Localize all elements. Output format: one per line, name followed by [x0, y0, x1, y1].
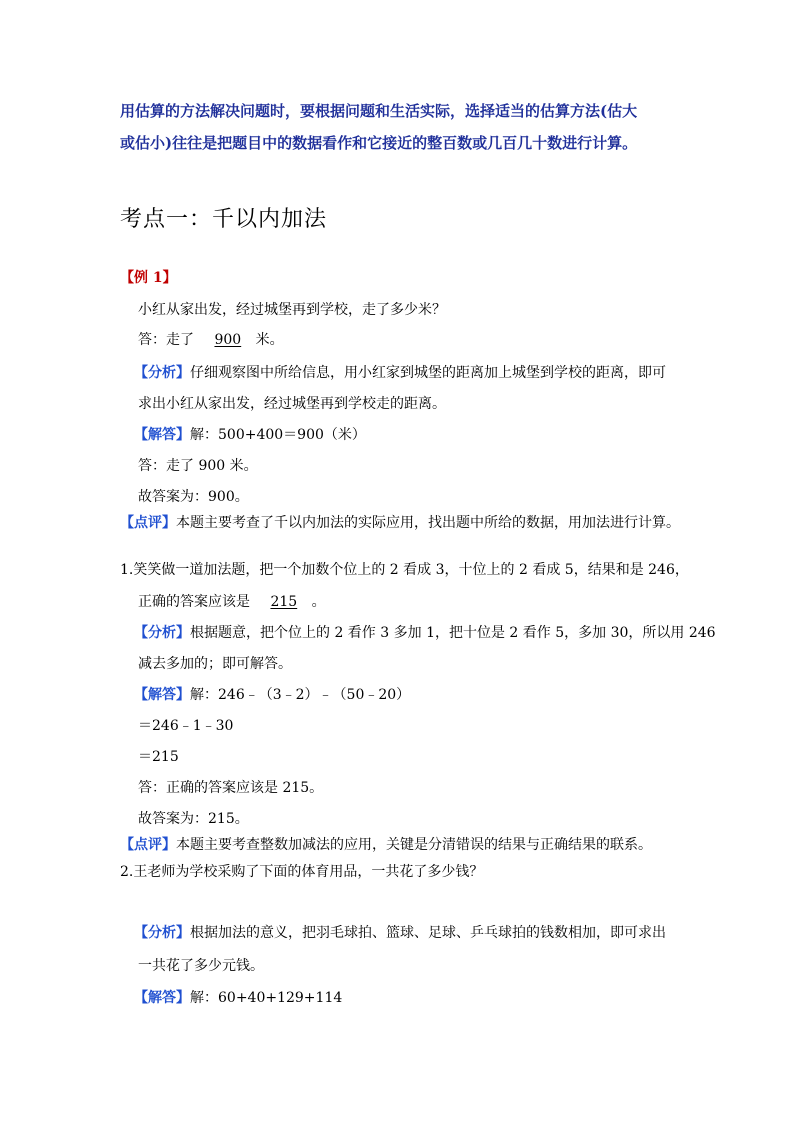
- analysis-label: 【分析】: [134, 625, 190, 641]
- question-text: 笑笑做一道加法题，把一个加数个位上的 2 看成 3，十位上的 2 看成 5，结果和是 246，: [133, 562, 689, 578]
- solution-text: 解：500+400＝900（米）: [190, 427, 366, 443]
- example-1-label: 【例 1】: [120, 270, 177, 286]
- question-1-line-2: [138, 592, 326, 612]
- question-1-solution: [134, 685, 410, 705]
- question-1-step-1: ＝246﹣1﹣30: [138, 718, 234, 734]
- solution-label: 【解答】: [134, 687, 190, 703]
- question-2-analysis-line-1: [134, 923, 666, 943]
- example-1-analysis-line-1: [134, 363, 666, 383]
- comment-text: 本题主要考查了千以内加法的实际应用，找出题中所给的数据，用加法进行计算。: [176, 515, 680, 531]
- question-1-comment: [120, 835, 652, 855]
- answer-blank: 900: [214, 332, 242, 348]
- intro-line-2: 或估小)往往是把题目中的数据看作和它接近的整百数或几百几十数进行计算。: [120, 134, 638, 152]
- question-2-analysis-line-2: 一共花了多少元钱。: [138, 958, 264, 974]
- example-1-solution-answer: 答：走了 900 米。: [138, 458, 258, 474]
- comment-label: 【点评】: [120, 837, 176, 853]
- solution-text: 解：246﹣（3﹣2）﹣（50﹣20）: [190, 687, 411, 703]
- question-2-line: [120, 862, 483, 882]
- comment-label: 【点评】: [120, 515, 176, 531]
- question-text: 王老师为学校采购了下面的体育用品，一共花了多少钱？: [133, 864, 484, 880]
- analysis-label: 【分析】: [134, 925, 190, 941]
- question-number: 1.: [120, 562, 134, 578]
- question-number: 2.: [120, 864, 134, 880]
- question-1-step-2: ＝215: [138, 749, 179, 765]
- question-1-final-answer: 故答案为：215。: [138, 811, 249, 827]
- solution-label: 【解答】: [134, 990, 190, 1006]
- question-1-line-1: [120, 560, 689, 580]
- answer-suffix: 。: [311, 594, 326, 610]
- comment-text: 本题主要考查整数加减法的应用，关键是分清错误的结果与正确结果的联系。: [176, 837, 652, 853]
- example-1-comment: [120, 513, 680, 533]
- analysis-text: 根据加法的意义，把羽毛球拍、篮球、足球、乒乓球拍的钱数相加，即可求出: [190, 925, 666, 941]
- solution-label: 【解答】: [134, 427, 190, 443]
- analysis-text: 仔细观察图中所给信息，用小红家到城堡的距离加上城堡到学校的距离，即可: [190, 365, 666, 381]
- example-label: [120, 268, 177, 288]
- intro-line-1: 用估算的方法解决问题时，要根据问题和生活实际，选择适当的估算方法(估大: [120, 102, 638, 120]
- analysis-text: 根据题意，把个位上的 2 看作 3 多加 1，把十位是 2 看作 5，多加 30，所以用 246: [190, 625, 716, 641]
- answer-suffix: 米。: [255, 332, 284, 348]
- question-1-analysis-line-1: [134, 623, 716, 643]
- answer-prefix: 正确的答案应该是: [138, 594, 250, 610]
- example-1-final-answer: 故答案为：900。: [138, 489, 249, 505]
- example-1-solution: [134, 425, 366, 445]
- solution-text: 解：60+40+129+114: [190, 990, 343, 1006]
- question-2-solution: [134, 988, 342, 1008]
- example-1-answer: [138, 330, 284, 350]
- answer-blank: 215: [270, 594, 298, 610]
- question-1-analysis-line-2: 减去多加的；即可解答。: [138, 656, 292, 672]
- analysis-label: 【分析】: [134, 365, 190, 381]
- example-1-question: 小红从家出发，经过城堡再到学校，走了多少米？: [138, 302, 446, 318]
- question-1-solution-answer: 答：正确的答案应该是 215。: [138, 780, 324, 796]
- answer-prefix: 答：走了: [138, 332, 194, 348]
- section-title: 考点一：千以内加法: [120, 207, 328, 232]
- example-1-analysis-line-2: 求出小红从家出发，经过城堡再到学校走的距离。: [138, 396, 446, 412]
